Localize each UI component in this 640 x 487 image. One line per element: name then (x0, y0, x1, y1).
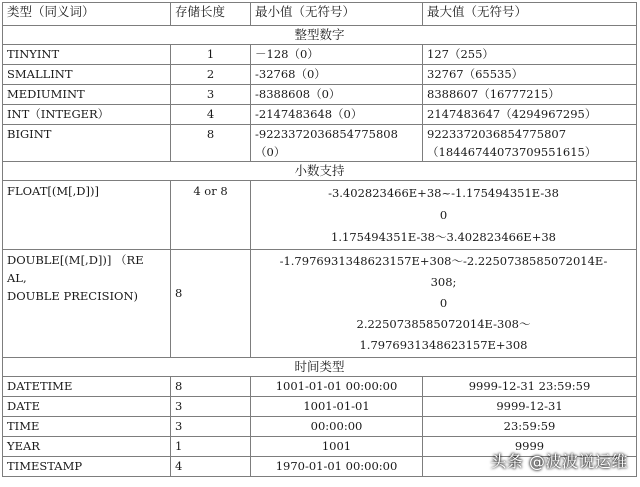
cell-type: DATETIME (3, 377, 171, 397)
cell-type-line: DOUBLE[(M[,D])] （RE (7, 253, 144, 267)
section-title-time: 时间类型 (3, 358, 637, 377)
cell-length: 2 (171, 65, 251, 85)
cell-length: 8 (171, 377, 251, 397)
cell-length: 1 (171, 45, 251, 65)
cell-min: 1001-01-01 00:00:00 (251, 377, 423, 397)
data-type-table (2, 2, 637, 477)
cell-min: 1001-01-01 (251, 397, 423, 417)
cell-range (251, 181, 637, 250)
cell-range (251, 250, 637, 358)
header-row (3, 3, 637, 26)
cell-min: 1001 (251, 437, 423, 457)
cell-type: SMALLINT (3, 65, 171, 85)
cell-length-value: 8 (175, 286, 183, 300)
cell-min: －128（0） (251, 45, 423, 65)
table-row (3, 417, 637, 437)
range-line: -1.7976931348623157E+308～-2.2250738585072014E- (279, 254, 608, 268)
header-max: 最大值（无符号） (423, 3, 637, 26)
cell-min: 00:00:00 (251, 417, 423, 437)
cell-max: 32767（65535） (423, 65, 637, 85)
cell-length: 4 (171, 105, 251, 125)
table-row (3, 105, 637, 125)
cell-min (251, 125, 423, 162)
cell-min: -32768（0） (251, 65, 423, 85)
table-row (3, 125, 637, 162)
header-type: 类型（同义词） (3, 3, 171, 26)
table-row (3, 181, 637, 250)
cell-max: 2147483647（4294967295） (423, 105, 637, 125)
cell-min-line: （0） (255, 145, 286, 159)
range-line: 0 (439, 208, 448, 222)
section-row-time (3, 358, 637, 377)
cell-length: 3 (171, 417, 251, 437)
cell-type (3, 250, 171, 358)
range-line: 1.175494351E-38～3.402823466E+38 (331, 230, 556, 244)
header-min: 最小值（无符号） (251, 3, 423, 26)
cell-max: 127（255） (423, 45, 637, 65)
cell-type: DATE (3, 397, 171, 417)
section-row-integer (3, 26, 637, 45)
range-line: 2.2250738585072014E-308～ (356, 317, 531, 331)
cell-max: 8388607（16777215） (423, 85, 637, 105)
cell-max: 23:59:59 (423, 417, 637, 437)
cell-max: 9999-12-31 (423, 397, 637, 417)
cell-type: TINYINT (3, 45, 171, 65)
section-title-decimal: 小数支持 (3, 162, 637, 181)
cell-length: 1 (171, 437, 251, 457)
cell-length: 3 (171, 85, 251, 105)
cell-length: 8 (171, 125, 251, 162)
cell-length (171, 250, 251, 358)
range-line: 1.7976931348623157E+308 (359, 338, 528, 352)
cell-min-line: -9223372036854775808 (255, 127, 398, 141)
cell-max: 9999-12-31 23:59:59 (423, 377, 637, 397)
cell-type: FLOAT[(M[,D])] (3, 181, 171, 250)
cell-max (423, 125, 637, 162)
section-title-integer: 整型数字 (3, 26, 637, 45)
cell-min: -8388608（0） (251, 85, 423, 105)
range-line: 308; (430, 275, 457, 289)
table-row (3, 85, 637, 105)
cell-type: TIMESTAMP (3, 457, 171, 477)
cell-min: -2147483648（0） (251, 105, 423, 125)
cell-type: TIME (3, 417, 171, 437)
cell-length: 4 or 8 (171, 181, 251, 250)
cell-max: 9999 (423, 437, 637, 457)
header-length: 存储长度 (171, 3, 251, 26)
table-row (3, 250, 637, 358)
cell-type-line: AL, (7, 271, 27, 285)
cell-type: INT（INTEGER） (3, 105, 171, 125)
cell-type: YEAR (3, 437, 171, 457)
table-row (3, 45, 637, 65)
range-line: 0 (439, 296, 448, 310)
section-row-decimal (3, 162, 637, 181)
range-line: -3.402823466E+38~-1.175494351E-38 (328, 186, 559, 200)
cell-length: 3 (171, 397, 251, 417)
table-row (3, 377, 637, 397)
cell-min: 1970-01-01 00:00:00 (251, 457, 423, 477)
watermark: 头条 @波波说运维 (490, 452, 628, 471)
table-row (3, 65, 637, 85)
cell-length: 4 (171, 457, 251, 477)
cell-max-line: 9223372036854775807 (427, 127, 567, 141)
cell-max-line: （18446744073709551615） (427, 145, 597, 159)
cell-type: BIGINT (3, 125, 171, 162)
cell-type-line: DOUBLE PRECISION) (7, 289, 139, 303)
cell-type: MEDIUMINT (3, 85, 171, 105)
table-row (3, 397, 637, 417)
